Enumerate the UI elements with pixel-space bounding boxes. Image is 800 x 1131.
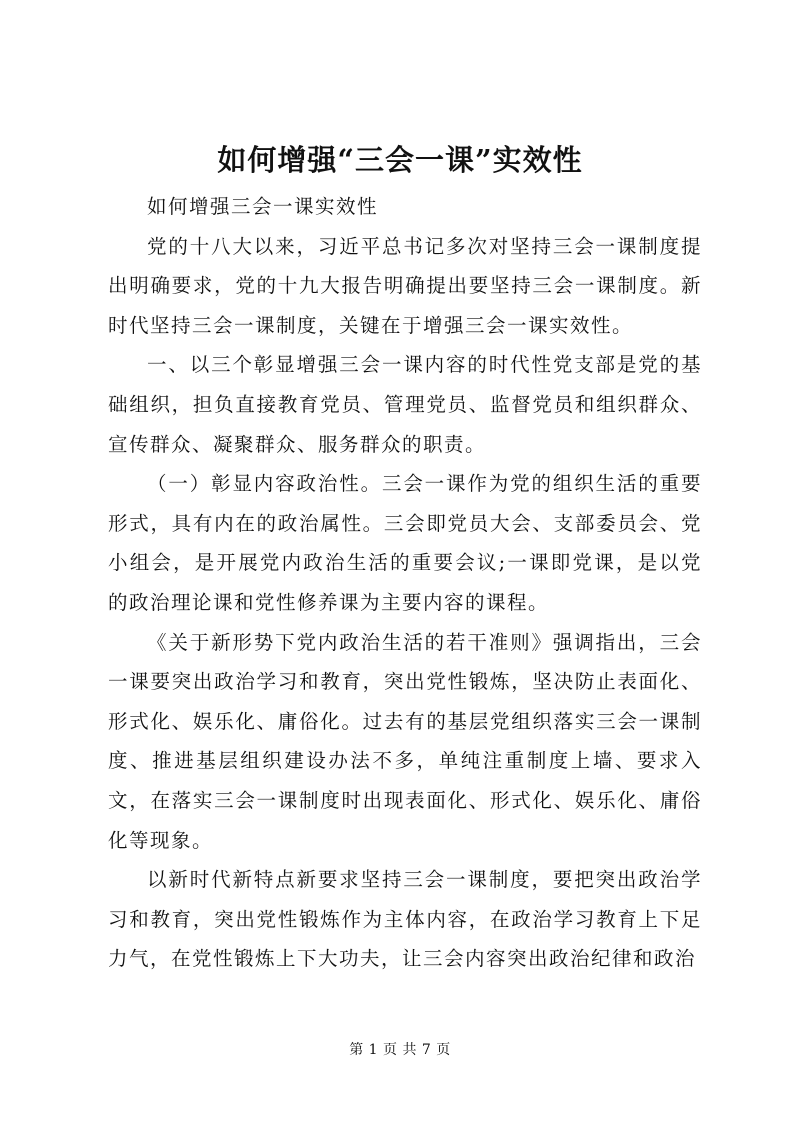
paragraph: 以新时代新特点新要求坚持三会一课制度，要把突出政治学习和教育，突出党性锻炼作为主体内容，在政治学习教育上下足力气，在党性锻炼上下大功夫，让三会内容突出政治纪律和政治 — [108, 868, 702, 971]
document-title: 如何增强“三会一课”实效性 — [217, 143, 583, 177]
paragraph: 《关于新形势下党内政治生活的若干准则》强调指出，三会一课要突出政治学习和教育，突出党性锻炼，坚决防止表面化、形式化、娱乐化、庸俗化。过去有的基层党组织落实三会一课制度、推进基层组织建设办法不多，单纯注重制度上墙、要求入文，在落实三会一课制度时出现表面化、形式化、娱乐化、庸俗化等现象。 — [108, 630, 702, 852]
page-number-footer: 第 1 页 共 7 页 — [349, 1042, 451, 1058]
paragraph-subtitle: 如何增强三会一课实效性 — [147, 195, 379, 218]
paragraph: 党的十八大以来，习近平总书记多次对坚持三会一课制度提出明确要求，党的十九大报告明确提出要坚持三会一课制度。新时代坚持三会一课制度，关键在于增强三会一课实效性。 — [108, 234, 702, 337]
paragraph: 一、以三个彰显增强三会一课内容的时代性党支部是党的基础组织，担负直接教育党员、管理党员、监督党员和组织群众、宣传群众、凝聚群众、服务群众的职责。 — [108, 353, 702, 456]
paragraph: （一）彰显内容政治性。三会一课作为党的组织生活的重要形式，具有内在的政治属性。三会即党员大会、支部委员会、党小组会，是开展党内政治生活的重要会议;一课即党课，是以党的政治理论课和党性修养课为主要内容的课程。 — [108, 472, 702, 614]
document-body — [108, 187, 702, 979]
